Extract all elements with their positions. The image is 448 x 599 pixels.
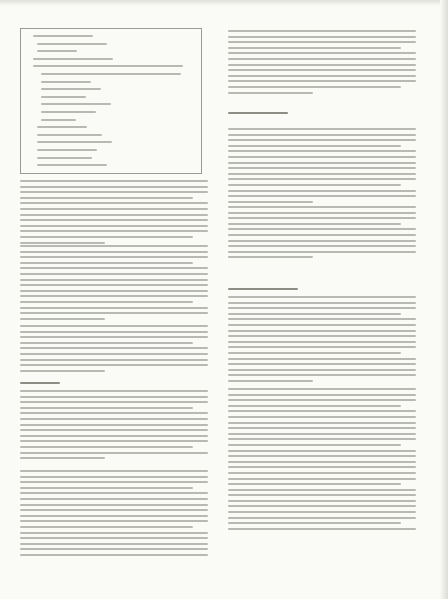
text-line xyxy=(228,363,416,365)
text-line xyxy=(20,256,208,258)
text-line xyxy=(228,234,416,236)
text-line xyxy=(37,164,107,166)
text-line xyxy=(228,251,416,253)
text-line xyxy=(37,149,97,151)
text-line xyxy=(228,313,401,315)
text-line xyxy=(228,139,416,141)
text-line xyxy=(228,41,416,43)
text-line xyxy=(37,141,112,143)
text-line xyxy=(228,307,416,309)
text-line xyxy=(228,416,416,418)
text-line xyxy=(228,511,416,513)
text-line xyxy=(20,440,208,442)
text-line xyxy=(228,92,313,94)
text-line xyxy=(20,532,208,534)
text-line xyxy=(228,134,416,136)
text-line xyxy=(20,301,193,303)
text-line xyxy=(20,353,208,355)
text-line xyxy=(20,267,208,269)
text-line xyxy=(41,96,86,98)
text-line xyxy=(20,318,105,320)
text-line xyxy=(228,228,416,230)
text-line xyxy=(20,429,208,431)
text-line xyxy=(228,369,416,371)
text-line xyxy=(228,444,401,446)
text-line xyxy=(20,191,208,193)
text-line xyxy=(228,522,401,524)
text-line xyxy=(41,81,91,83)
text-line xyxy=(228,162,416,164)
text-line xyxy=(20,312,208,314)
text-line xyxy=(228,58,416,60)
text-line xyxy=(228,346,416,348)
text-line xyxy=(228,64,416,66)
left-column-text-4 xyxy=(20,390,208,463)
text-line xyxy=(228,517,416,519)
text-line xyxy=(20,214,208,216)
text-line xyxy=(20,251,208,253)
text-line xyxy=(20,407,193,409)
text-line xyxy=(228,335,416,337)
text-line xyxy=(20,342,193,344)
right-column-text-2 xyxy=(228,128,416,206)
text-line xyxy=(228,380,313,382)
text-line xyxy=(20,401,208,403)
text-line xyxy=(20,492,208,494)
text-line xyxy=(20,202,208,204)
text-line xyxy=(20,370,105,372)
text-line xyxy=(228,318,416,320)
text-line xyxy=(228,472,416,474)
text-line xyxy=(228,341,416,343)
text-line xyxy=(20,526,193,528)
left-column-text-5 xyxy=(20,470,208,560)
text-line xyxy=(33,65,183,67)
left-column-text-1 xyxy=(20,180,208,247)
text-line xyxy=(20,487,193,489)
text-line xyxy=(37,134,102,136)
text-line xyxy=(20,236,193,238)
text-line xyxy=(228,128,416,130)
text-line xyxy=(228,52,416,54)
right-section-heading-1 xyxy=(228,112,288,114)
text-line xyxy=(228,450,416,452)
text-line xyxy=(41,88,101,90)
text-line xyxy=(20,504,208,506)
text-line xyxy=(20,457,105,459)
text-line xyxy=(20,554,208,556)
text-line xyxy=(20,418,208,420)
text-line xyxy=(20,390,208,392)
text-line xyxy=(228,494,416,496)
text-line xyxy=(20,446,193,448)
text-line xyxy=(228,195,416,197)
text-line xyxy=(228,330,416,332)
text-line xyxy=(228,461,416,463)
text-line xyxy=(228,178,416,180)
text-line xyxy=(228,47,401,49)
text-line xyxy=(20,396,208,398)
text-line xyxy=(33,35,93,37)
text-line xyxy=(228,374,416,376)
text-line xyxy=(228,324,416,326)
figure-box xyxy=(20,28,202,174)
text-line xyxy=(20,452,208,454)
text-line xyxy=(20,219,208,221)
text-line xyxy=(20,279,208,281)
text-line xyxy=(20,515,208,517)
text-line xyxy=(20,476,208,478)
text-line xyxy=(228,483,401,485)
text-line xyxy=(228,36,416,38)
text-line xyxy=(228,528,416,530)
text-line xyxy=(20,180,208,182)
text-line xyxy=(228,296,416,298)
text-line xyxy=(37,126,87,128)
text-line xyxy=(20,186,208,188)
text-line xyxy=(228,438,416,440)
text-line xyxy=(20,520,208,522)
text-line xyxy=(20,245,208,247)
text-line xyxy=(20,537,208,539)
right-column-text-1 xyxy=(228,30,416,97)
text-line xyxy=(228,30,416,32)
text-line xyxy=(228,433,416,435)
page-top-edge xyxy=(0,0,448,6)
page-footer xyxy=(20,566,420,574)
text-line xyxy=(228,184,401,186)
left-section-heading xyxy=(20,382,60,384)
text-line xyxy=(228,256,313,258)
text-line xyxy=(228,505,416,507)
text-line xyxy=(20,435,208,437)
text-line xyxy=(228,478,416,480)
text-line xyxy=(20,481,208,483)
text-line xyxy=(41,73,181,75)
left-column-text-3 xyxy=(20,325,208,375)
text-line xyxy=(20,197,193,199)
text-line xyxy=(228,86,401,88)
text-line xyxy=(20,262,193,264)
text-line xyxy=(20,509,208,511)
text-line xyxy=(228,75,416,77)
text-line xyxy=(20,498,208,500)
text-line xyxy=(228,352,401,354)
text-line xyxy=(228,358,416,360)
text-line xyxy=(20,359,208,361)
text-line xyxy=(228,201,313,203)
text-line xyxy=(20,424,208,426)
text-line xyxy=(228,156,416,158)
text-line xyxy=(228,69,416,71)
text-line xyxy=(228,223,401,225)
text-line xyxy=(20,225,208,227)
text-line xyxy=(228,466,416,468)
text-line xyxy=(228,190,416,192)
text-line xyxy=(20,295,208,297)
text-line xyxy=(41,119,76,121)
text-line xyxy=(20,336,208,338)
text-line xyxy=(228,405,401,407)
text-line xyxy=(20,470,208,472)
text-line xyxy=(228,399,416,401)
text-line xyxy=(228,500,416,502)
text-line xyxy=(20,331,208,333)
text-line xyxy=(33,58,113,60)
text-line xyxy=(228,217,416,219)
text-line xyxy=(228,173,416,175)
figure-content xyxy=(33,35,189,172)
text-line xyxy=(20,242,105,244)
text-line xyxy=(20,284,208,286)
text-line xyxy=(228,240,416,242)
text-line xyxy=(41,103,111,105)
text-line xyxy=(20,230,208,232)
text-line xyxy=(20,208,208,210)
right-column-text-4 xyxy=(228,296,416,386)
text-line xyxy=(37,50,77,52)
text-line xyxy=(228,206,416,208)
text-line xyxy=(20,548,208,550)
text-line xyxy=(228,212,416,214)
text-line xyxy=(41,111,96,113)
text-line xyxy=(37,157,92,159)
text-line xyxy=(228,422,416,424)
page-right-edge xyxy=(440,0,448,599)
text-line xyxy=(228,455,416,457)
text-line xyxy=(228,489,416,491)
text-line xyxy=(228,145,401,147)
right-column-text-5 xyxy=(228,388,416,533)
text-line xyxy=(20,364,208,366)
left-column-text-2 xyxy=(20,245,208,323)
text-line xyxy=(20,412,208,414)
right-column-text-3 xyxy=(228,206,416,262)
text-line xyxy=(228,410,416,412)
text-line xyxy=(20,273,208,275)
text-line xyxy=(20,543,208,545)
text-line xyxy=(20,325,208,327)
right-section-heading-2 xyxy=(228,288,298,290)
text-line xyxy=(228,245,416,247)
text-line xyxy=(228,388,416,390)
text-line xyxy=(37,43,107,45)
text-line xyxy=(228,167,416,169)
text-line xyxy=(228,394,416,396)
text-line xyxy=(20,290,208,292)
text-line xyxy=(228,427,416,429)
text-line xyxy=(20,347,208,349)
text-line xyxy=(228,150,416,152)
text-line xyxy=(228,80,416,82)
text-line xyxy=(20,307,208,309)
text-line xyxy=(228,302,416,304)
